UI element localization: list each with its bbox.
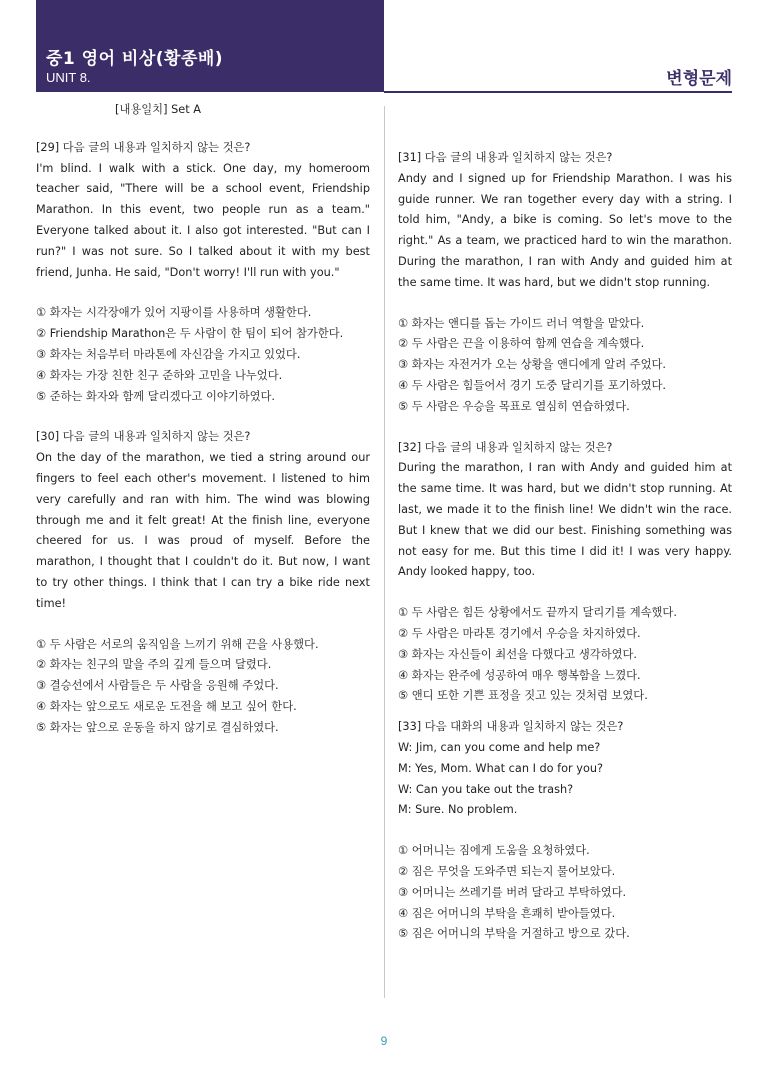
question-33 [398,717,732,945]
question-passage: On the day of the marathon, we tied a string around our fingers to feel each other's movement. I listened to him very carefully and ran with him. The wind was blowing through me and it felt great! At the finish line, everyone cheered for us. I was proud of myself. Before the marathon, I thought that I couldn't do it. But now, I want to try other things. I think that I can try a bike ride next time! [36,451,370,610]
answer-options [398,841,732,945]
unit-label: UNIT 8. [46,70,91,85]
option-2: ② 화자는 친구의 말을 주의 깊게 들으며 달렸다. [36,658,272,672]
option-5: ⑤ 준하는 화자와 함께 달리겠다고 이야기하였다. [36,389,276,403]
section-label: 변형문제 [666,69,732,89]
option-4: ④ 짐은 어머니의 부탁을 흔쾌히 받아들였다. [398,906,616,920]
dialogue-line: M: Yes, Mom. What can I do for you? [398,761,604,775]
option-3: ③ 화자는 자전거가 오는 상황을 앤디에게 알려 주었다. [398,358,667,372]
question-31 [398,148,732,418]
answer-options [398,314,732,418]
question-title: [29] 다음 글의 내용과 일치하지 않는 것은? [36,140,251,154]
question-title: [31] 다음 글의 내용과 일치하지 않는 것은? [398,151,613,164]
option-1: ① 두 사람은 힘든 상황에서도 끝까지 달리기를 계속했다. [398,606,677,620]
option-1: ① 두 사람은 서로의 움직임을 느끼기 위해 끈을 사용했다. [36,637,319,651]
page-number: 9 [380,1034,388,1048]
set-label: [내용일치] Set A [115,103,201,116]
option-4: ④ 화자는 앞으로도 새로운 도전을 해 보고 싶어 한다. [36,699,297,713]
option-2: ② 짐은 무엇을 도와주면 되는지 물어보았다. [398,864,616,878]
option-1: ① 화자는 시각장애가 있어 지팡이를 사용하며 생활한다. [36,306,312,320]
option-3: ③ 어머니는 쓰레기를 버려 달라고 부탁하였다. [398,885,627,899]
left-column [36,100,370,739]
option-3: ③ 화자는 처음부터 마라톤에 자신감을 가지고 있었다. [36,347,301,361]
option-2: ② 두 사람은 마라톤 경기에서 우승을 차지하였다. [398,626,641,640]
option-4: ④ 화자는 완주에 성공하여 매우 행복함을 느꼈다. [398,668,641,682]
answer-options [398,603,732,707]
option-5: ⑤ 앤디 또한 기쁜 표정을 짓고 있는 것처럼 보였다. [398,689,648,703]
option-4: ④ 화자는 가장 친한 친구 준하와 고민을 나누었다. [36,368,283,382]
option-1: ① 화자는 앤디를 돕는 가이드 러너 역할을 맡았다. [398,316,645,330]
option-3: ③ 화자는 자신들이 최선을 다했다고 생각하였다. [398,647,638,661]
question-title: [30] 다음 글의 내용과 일치하지 않는 것은? [36,430,251,444]
option-5: ⑤ 화자는 앞으로 운동을 하지 않기로 결심하였다. [36,720,279,734]
header-rule [384,91,732,93]
question-title: [33] 다음 대화의 내용과 일치하지 않는 것은? [398,720,624,734]
question-29 [36,138,370,408]
dialogue-line: M: Sure. No problem. [398,803,518,817]
question-passage: During the marathon, I ran with Andy and guided him at the same time. It was hard, but we didn't stop running. At last, we made it to the finish line! We didn't win the race. But I knew that we did our best. Finishing something was not easy for me. But this time I did it! I was very happy. Andy looked happy, too. [398,461,732,579]
question-30 [36,427,370,738]
right-column [398,148,732,945]
header-banner [36,0,384,92]
question-title: [32] 다음 글의 내용과 일치하지 않는 것은? [398,440,613,454]
option-5: ⑤ 짐은 어머니의 부탁을 거절하고 방으로 갔다. [398,927,630,941]
option-3: ③ 결승선에서 사람들은 두 사람을 응원해 주었다. [36,679,279,693]
dialogue-line: W: Can you take out the trash? [398,782,574,796]
question-passage: I'm blind. I walk with a stick. One day, my homeroom teacher said, "There will be a school event, Friendship Marathon. In this event, two people run as a team." Everyone talked about it. I also got interested. "But can I run?" I was not sure. So I talked about it with my best friend, Junha. He said, "Don't worry! I'll run with you." [36,161,370,279]
answer-options [36,303,370,407]
book-title: 중1 영어 비상(황종배) [46,49,224,69]
answer-options [36,635,370,739]
question-passage: Andy and I signed up for Friendship Marathon. I was his guide runner. We ran together every day with a string. I told him, "Andy, a bike is coming. So let's move to the right." As a team, we practiced hard to win the marathon. During the marathon, I ran with Andy and guided him at the same time. It was hard, but we didn't stop running. [398,171,732,289]
dialogue-line: W: Jim, can you come and help me? [398,740,601,754]
option-2: ② Friendship Marathon은 두 사람이 한 팀이 되어 참가한다. [36,327,344,341]
column-divider [384,106,385,998]
option-4: ④ 두 사람은 힘들어서 경기 도중 달리기를 포기하였다. [398,378,667,392]
option-2: ② 두 사람은 끈을 이용하여 함께 연습을 계속했다. [398,337,645,351]
question-32 [398,438,732,708]
dialogue [398,738,732,821]
option-5: ⑤ 두 사람은 우승을 목표로 열심히 연습하였다. [398,399,630,413]
option-1: ① 어머니는 짐에게 도움을 요청하였다. [398,844,590,858]
